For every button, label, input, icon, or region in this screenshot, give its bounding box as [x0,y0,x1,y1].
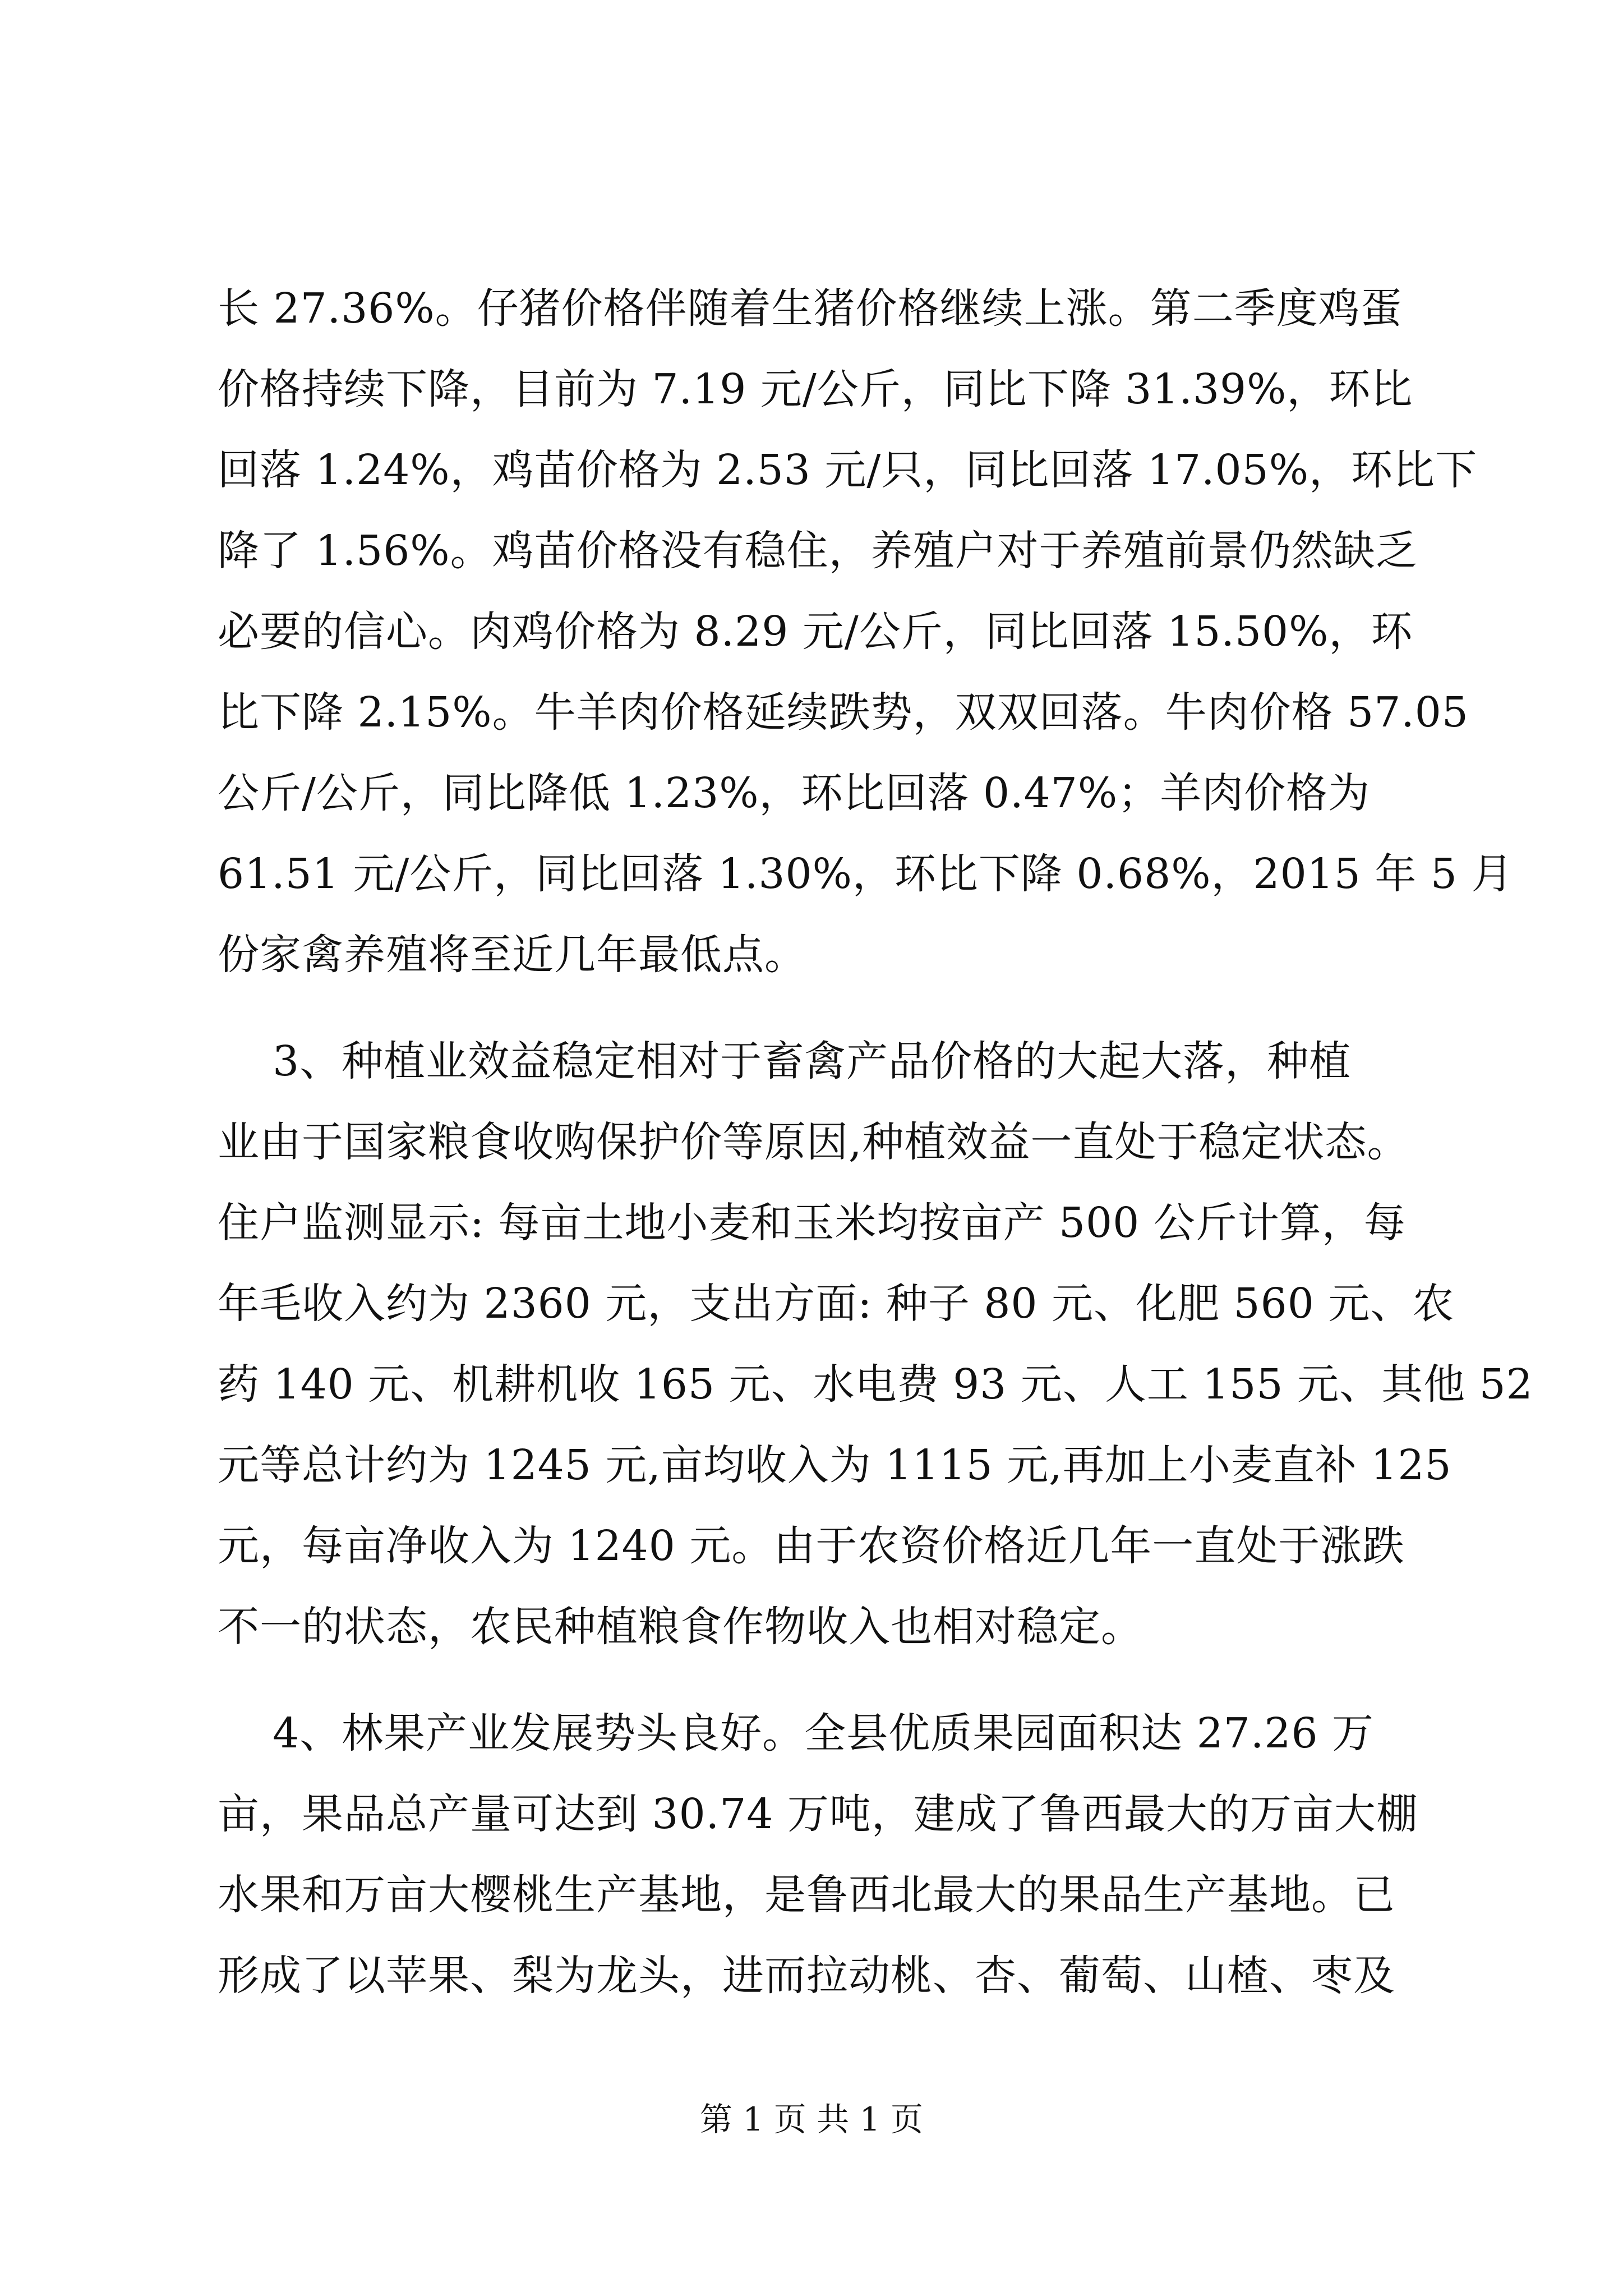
text-line: 亩，果品总产量可达到 30.74 万吨，建成了鲁西最大的万亩大棚 [218,1790,1418,1838]
document-body [218,268,1533,2016]
text-line: 价格持续下降，目前为 7.19 元/公斤，同比下降 31.39%，环比 [218,365,1413,413]
text-line: 61.51 元/公斤，同比回落 1.30%，环比下降 0.68%，2015 年 5 月 [218,850,1514,898]
text-line: 必要的信心。肉鸡价格为 8.29 元/公斤，同比回落 15.50%，环 [218,608,1413,656]
text-line: 不一的状态，农民种植粮食作物收入也相对稳定。 [218,1603,1143,1651]
text-line: 水果和万亩大樱桃生产基地，是鲁西北最大的果品生产基地。已 [218,1871,1395,1919]
text-line: 4、林果产业发展势头良好。全县优质果园面积达 27.26 万 [218,1709,1375,1757]
paragraph-1 [218,268,1514,995]
text-line: 业由于国家粮食收购保护价等原因,种植效益一直处于稳定状态。 [218,1118,1409,1166]
page-footer [0,2097,1623,2142]
paragraph-spacing [218,995,1418,1021]
text-line: 形成了以苹果、梨为龙头，进而拉动桃、杏、葡萄、山楂、枣及 [218,1952,1395,2000]
paragraph-3 [218,1693,1418,2016]
paragraph-2 [218,1021,1533,1667]
text-line: 元等总计约为 1245 元,亩均收入为 1115 元,再加上小麦直补 125 [218,1441,1452,1489]
text-line: 长 27.36%。仔猪价格伴随着生猪价格继续上涨。第二季度鸡蛋 [218,284,1403,333]
text-line: 降了 1.56%。鸡苗价格没有稳住，养殖户对于养殖前景仍然缺乏 [218,527,1418,575]
text-line: 年毛收入约为 2360 元，支出方面: 种子 80 元、化肥 560 元、农 [218,1280,1455,1328]
text-line: 公斤/公斤，同比降低 1.23%，环比回落 0.47%；羊肉价格为 [218,769,1371,817]
text-line: 元，每亩净收入为 1240 元。由于农资价格近几年一直处于涨跌 [218,1522,1405,1570]
paragraph-spacing [218,1667,1418,1693]
page-number: 第 1 页 共 1 页 [700,2100,923,2138]
text-line: 药 140 元、机耕机收 165 元、水电费 93 元、人工 155 元、其他 52 [218,1360,1533,1409]
text-line: 份家禽养殖将至近几年最低点。 [218,931,806,979]
text-line: 住户监测显示: 每亩土地小麦和玉米均按亩产 500 公斤计算，每 [218,1199,1406,1247]
text-line: 比下降 2.15%。牛羊肉价格延续跌势，双双回落。牛肉价格 57.05 [218,688,1469,737]
text-line: 回落 1.24%，鸡苗价格为 2.53 元/只，同比回落 17.05%，环比下 [218,446,1478,494]
text-line: 3、种植业效益稳定相对于畜禽产品价格的大起大落，种植 [218,1037,1352,1085]
